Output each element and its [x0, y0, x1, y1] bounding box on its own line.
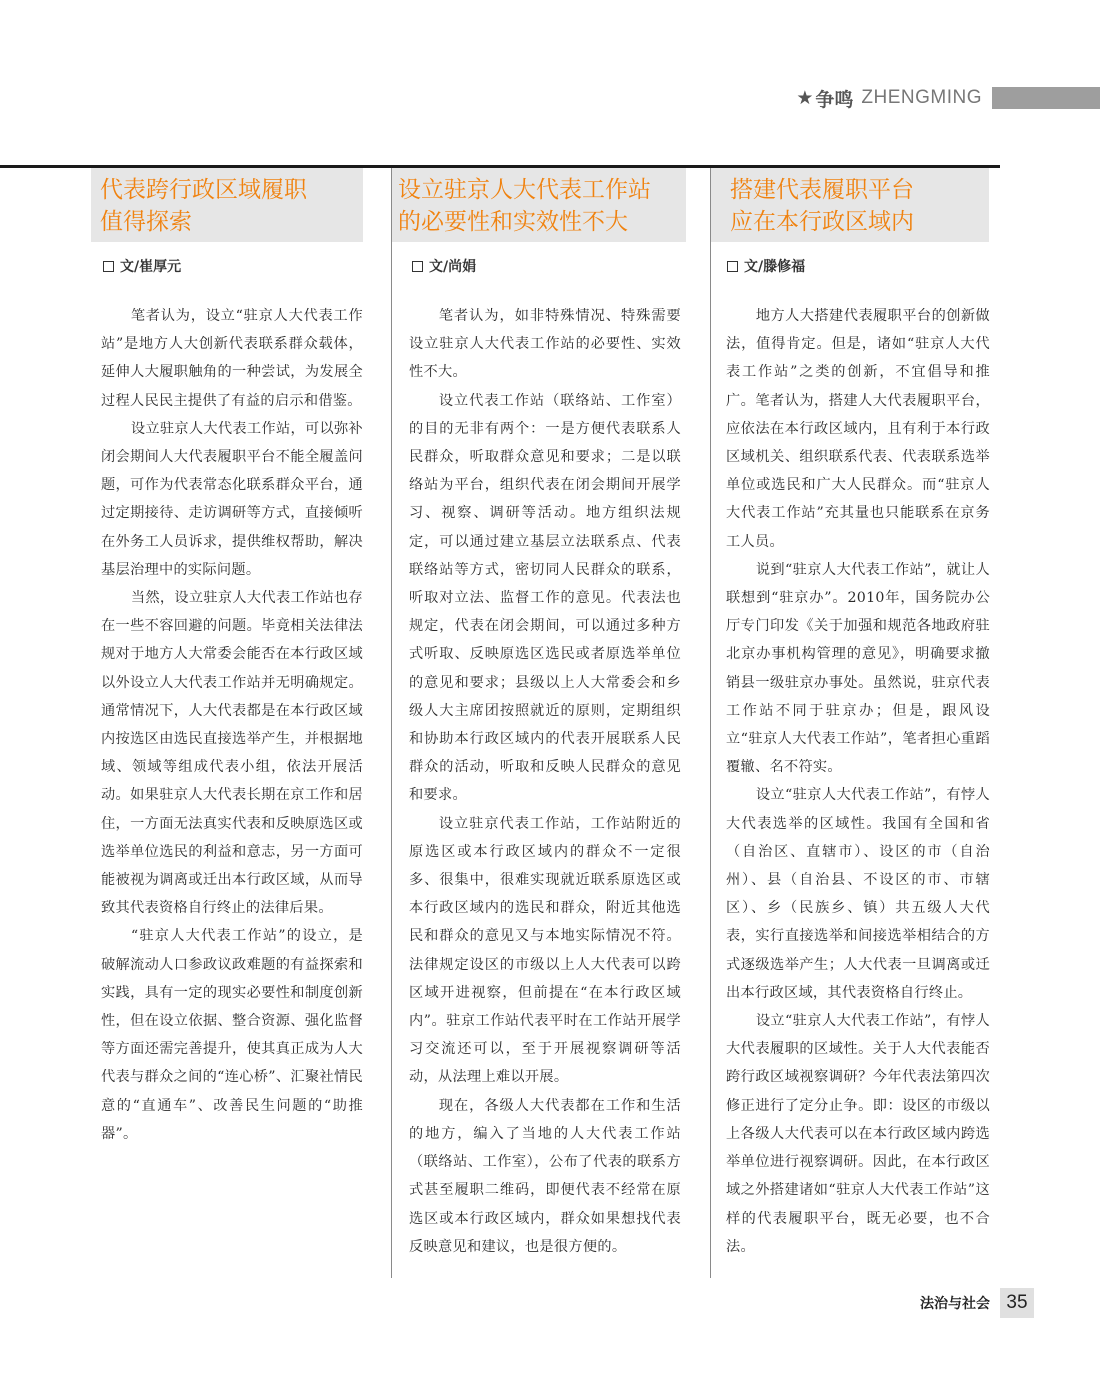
author: 文/尚娟 — [429, 259, 477, 275]
paragraph: 设立代表工作站（联络站、工作室）的目的无非有两个：一是方便代表联系人民群众，听取群众意见和要求；二是以联络站为平台，组织代表在闭会期间开展学习、视察、调研等活动。地方组织法规定，可以通过建立基层立法联系点、代表联络站等方式，密切同人民群众的联系，听取对立法、监督工作的意见。代表法也规定，代表在闭会期间，可以通过多种方式听取、反映原选区选民或者原选举单位的意见和要求；县级以上人大常委会和乡级人大主席团按照就近的原则，定期组织和协助本行政区域内的代表开展联系人民群众的活动，听取和反映人民群众的意见和要求。 — [409, 392, 681, 804]
author: 文/崔厚元 — [120, 259, 182, 275]
article-1-byline — [103, 256, 181, 276]
paragraph: 地方人大搭建代表履职平台的创新做法，值得肯定。但是，诸如“驻京人大代表工作站”之类的创新，不宜倡导和推广。笔者认为，搭建人大代表履职平台，应依法在本行政区域内，且有利于本行政区域机关、组织联系代表、代表联系选举单位或选民和广大人民群众。而“驻京人大代表工作站”充其量也只能联系在京务工人员。 — [726, 308, 990, 550]
article-2-title — [392, 168, 686, 242]
title-line: 搭建代表履职平台 — [730, 177, 914, 203]
section-name-en: ZHENGMING — [861, 87, 982, 108]
section-header — [796, 84, 1100, 112]
author: 文/滕修福 — [744, 259, 806, 275]
column-divider — [391, 168, 392, 1278]
article-3-body — [726, 302, 990, 1261]
paragraph: 现在，各级人大代表都在工作和生活的地方，编入了当地的人大代表工作站（联络站、工作室），公布了代表的联系方式甚至履职二维码，即便代表不经常在原选区或本行政区域内，群众如果想找代表反映意见和建议，也是很方便的。 — [409, 1097, 681, 1255]
paragraph: 当然，设立驻京人大代表工作站也存在一些不容回避的问题。毕竟相关法律法规对于地方人大常委会能否在本行政区域以外设立人大代表工作站并无明确规定。通常情况下，人大代表都是在本行政区域内按选区由选民直接选举产生，并根据地域、领域等组成代表小组，依法开展活动。如果驻京人大代表长期在京工作和居住，一方面无法真实代表和反映原选区或选举单位选民的利益和意志，另一方面可能被视为调离或迁出本行政区域，从而导致其代表资格自行终止的法律后果。 — [101, 590, 363, 917]
star-icon: ★ — [796, 87, 814, 109]
paragraph: 设立驻京人大代表工作站，可以弥补闭会期间人大代表履职平台不能全履盖问题，可作为代表常态化联系群众平台，通过定期接待、走访调研等方式，直接倾听在外务工人员诉求，提供维权帮助，解决基层治理中的实际问题。 — [101, 420, 363, 578]
title-line: 的必要性和实效性不大 — [398, 209, 628, 235]
magazine-name: 法治与社会 — [920, 1296, 990, 1312]
article-2-byline — [412, 256, 476, 276]
page-footer — [920, 1288, 1034, 1318]
paragraph: 说到“驻京人大代表工作站”，就让人联想到“驻京办”。2010年，国务院办公厅专门印发《关于加强和规范各地政府驻北京办事机构管理的意见》，明确要求撤销县一级驻京办事处。虽然说，驻京代表工作站不同于驻京办；但是，跟风设立“驻京人大代表工作站”，笔者担心重蹈覆辙、名不符实。 — [726, 561, 990, 776]
article-2-body — [409, 302, 681, 1261]
article-3-byline — [727, 256, 805, 276]
column-divider — [710, 168, 711, 1278]
header-decor-bar — [992, 87, 1100, 109]
section-name-cn: 争鸣 — [815, 88, 854, 111]
paragraph: 设立驻京代表工作站，工作站附近的原选区或本行政区域内的群众不一定很多、很集中，很难实现就近联系原选区或本行政区域内的选民和群众，附近其他选民和群众的意见又与本地实际情况不符。法律规定设区的市级以上人大代表可以跨区域开进视察，但前提在“在本行政区域内”。驻京工作站代表平时在工作站开展学习交流还可以，至于开展视察调研等活动，从法理上难以开展。 — [409, 815, 681, 1086]
title-line: 应在本行政区域内 — [730, 209, 914, 235]
title-line: 代表跨行政区域履职 — [100, 177, 307, 203]
page-number: 35 — [1000, 1288, 1034, 1318]
paragraph: 设立“驻京人大代表工作站”，有悖人大代表选举的区域性。我国有全国和省（自治区、直辖市）、设区的市（自治州）、县（自治县、不设区的市、市辖区）、乡（民族乡、镇）共五级人大代表，实行直接选举和间接选举相结合的方式逐级选举产生；人大代表一旦调离或迁出本行政区域，其代表资格自行终止。 — [726, 787, 990, 1001]
square-icon — [103, 261, 114, 272]
paragraph: 设立“驻京人大代表工作站”，有悖人大代表履职的区域性。关于人大代表能否跨行政区域视察调研？今年代表法第四次修正进行了定分止争。即：设区的市级以上各级人大代表可以在本行政区域内跨选举单位进行视察调研。因此，在本行政区域之外搭建诸如“驻京人大代表工作站”这样的代表履职平台，既无必要，也不合法。 — [726, 1013, 990, 1255]
title-line: 设立驻京人大代表工作站 — [398, 177, 651, 203]
article-1-title — [91, 168, 363, 242]
paragraph: 笔者认为，如非特殊情况、特殊需要设立驻京人大代表工作站的必要性、实效性不大。 — [409, 308, 681, 381]
article-3-title — [711, 168, 989, 242]
paragraph: “驻京人大代表工作站”的设立，是破解流动人口参政议政难题的有益探索和实践，具有一定的现实必要性和制度创新性，但在设立依据、整合资源、强化监督等方面还需完善提升，使其真正成为人大代表与群众之间的“连心桥”、汇聚社情民意的“直通车”、改善民生问题的“助推器”。 — [101, 928, 363, 1142]
article-1-body — [101, 302, 363, 1148]
title-line: 值得探索 — [100, 209, 192, 235]
square-icon — [412, 261, 423, 272]
square-icon — [727, 261, 738, 272]
paragraph: 笔者认为，设立“驻京人大代表工作站”是地方人大创新代表联系群众载体，延伸人大履职触角的一种尝试，为发展全过程人民民主提供了有益的启示和借鉴。 — [101, 308, 363, 409]
